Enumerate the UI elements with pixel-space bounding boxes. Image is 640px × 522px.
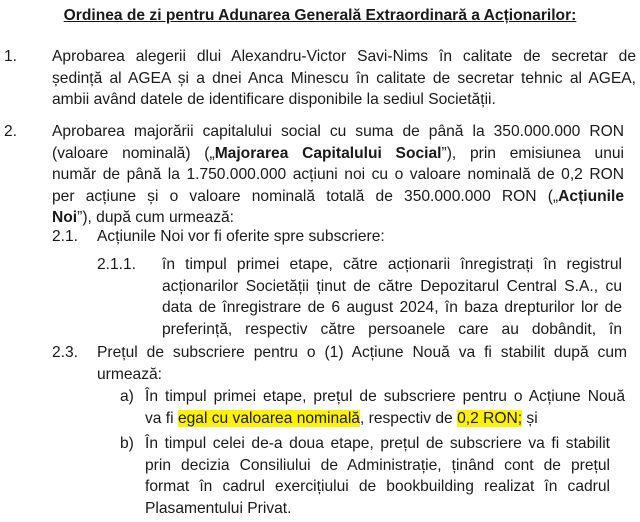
item-b-line: prin decizia Consiliului de Administrație, ținând cont de prețul bbox=[145, 456, 610, 474]
item-2-1-1-number: 2.1.1. bbox=[97, 256, 137, 273]
item-b-text bbox=[145, 433, 610, 519]
item-a-text bbox=[145, 386, 625, 429]
agenda-title: Ordinea de zi pentru Adunarea Generală Extraordinară a Acționarilor: bbox=[63, 7, 577, 24]
item-b-letter: b) bbox=[120, 435, 134, 452]
item-2-1-text: Acțiunile Noi vor fi oferite spre subscriere: bbox=[97, 228, 385, 245]
item-2-line: număr de până la 1.750.000.000 acțiuni noi cu o valoare nominală de 0,2 RON bbox=[52, 166, 624, 184]
defined-term: Noi bbox=[52, 209, 78, 227]
item-a-letter: a) bbox=[120, 388, 134, 405]
item-a-line: va fi egal cu valoarea nominală, respectiv de 0,2 RON; și bbox=[145, 409, 538, 427]
item-1-line: ședință al AGEA și a dnei Anca Minescu în calitate de secretar tehnic al AGEA, bbox=[52, 69, 636, 87]
item-2-1-1-line: preferință, respectiv către persoanele care au dobândit, în bbox=[162, 320, 622, 338]
item-2-line: (valoare nominală) („Majorarea Capitalului Social”), prin emisiunea unui bbox=[52, 144, 625, 162]
defined-term: Majorarea Capitalului Social bbox=[214, 144, 442, 162]
item-2-1-1-line: acționarilor Societății ținut de către Depozitarul Central S.A., cu bbox=[162, 277, 622, 295]
item-2-line: Noi”), după cum urmează: bbox=[52, 209, 234, 227]
item-2-1-number: 2.1. bbox=[52, 228, 79, 245]
item-2-number: 2. bbox=[4, 123, 18, 140]
item-2-line: per acțiune și o valoare nominală totală de 350.000.000 RON („Acțiunile bbox=[52, 187, 624, 205]
item-1-number: 1. bbox=[4, 48, 18, 65]
item-2-1-1-line: în timpul primei etape, către acționarii înregistrați în registrul bbox=[162, 256, 622, 273]
highlighted-text: egal cu valoarea nominală bbox=[177, 409, 360, 427]
item-2-line: Aprobarea majorării capitalului social cu suma de până la 350.000.000 RON bbox=[52, 123, 624, 140]
item-b-line: În timpul celei de-a doua etape, prețul de subscriere va fi stabilit bbox=[145, 435, 610, 452]
item-a-line: În timpul primei etape, prețul de subscriere pentru o Acțiune Nouă bbox=[145, 388, 625, 405]
item-1-line: ambii având datele de identificare disponibile la sediul Societății. bbox=[52, 91, 496, 109]
item-1-line: Aprobarea alegerii dlui Alexandru-Victor Savi-Nims în calitate de secretar de bbox=[52, 48, 636, 65]
defined-term: Acțiunile bbox=[558, 187, 624, 205]
item-b-line: format în cadrul exercițiului de bookbuilding realizat în cadrul bbox=[145, 478, 610, 496]
item-2-3-line: urmează: bbox=[97, 365, 163, 383]
highlighted-text: 0,2 RON; bbox=[457, 409, 523, 427]
item-1-text bbox=[52, 46, 636, 111]
item-2-3-number: 2.3. bbox=[52, 344, 79, 361]
item-2-3-text bbox=[97, 342, 627, 385]
item-2-text bbox=[52, 121, 624, 229]
item-b-line: Plasamentului Privat. bbox=[145, 499, 292, 517]
item-2-3-line: Prețul de subscriere pentru o (1) Acțiune Nouă va fi stabilit după cum bbox=[97, 344, 627, 361]
item-2-1-1-text bbox=[162, 254, 622, 340]
item-2-1-1-line: data de înregistrare de 6 august 2024, în baza drepturilor lor de bbox=[162, 299, 622, 317]
